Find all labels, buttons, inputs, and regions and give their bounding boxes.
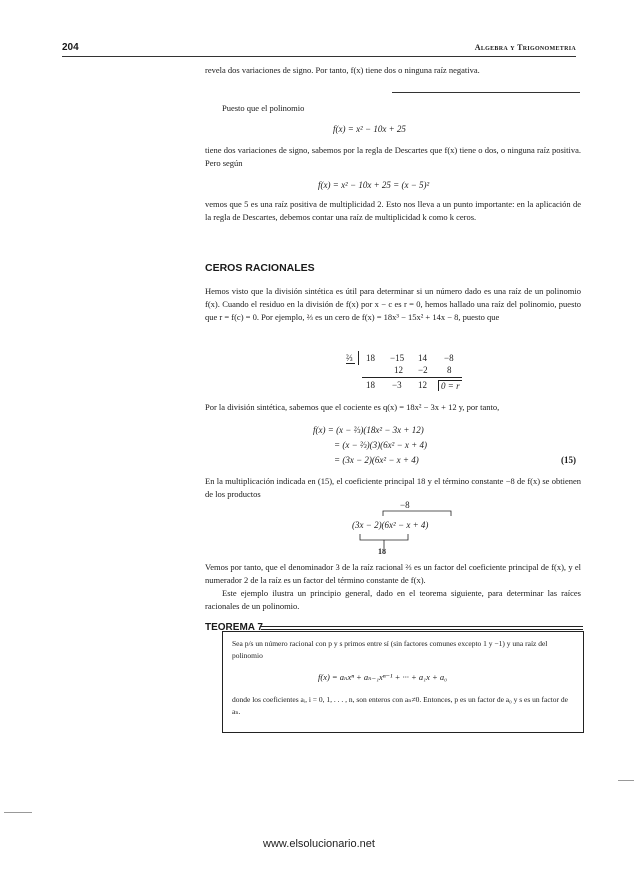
synthetic-divisor: ⅔ [346, 353, 353, 363]
running-title: Algebra y Trigonometria [474, 43, 576, 52]
paragraph-rule [392, 92, 580, 93]
synthetic-cell: 12 [418, 380, 427, 390]
equation-15-line2: = (x − ⅔)(3)(6x² − x + 4) [334, 440, 427, 450]
header-rule [62, 56, 576, 57]
synthetic-cell: 18 [366, 380, 375, 390]
scan-mark [4, 812, 32, 813]
synthetic-cell: 18 [366, 353, 375, 363]
diagram-top-value: −8 [400, 500, 410, 510]
theorem-equation: f(x) = aₙxⁿ + aₙ₋₁xⁿ⁻¹ + ··· + a₁x + a₀ [318, 672, 448, 682]
vemos2-paragraph: Vemos por tanto, que el denominador 3 de la raíz racional ⅔ es un factor del coeficiente principal de f(x), y el numerador 2 de la raíz es un factor del término constante de f(x). [205, 562, 581, 585]
pordiv-paragraph: Por la división sintética, sabemos que el cociente es q(x) = 18x² − 3x + 12 y, por tanto, [205, 402, 500, 412]
page-number: 204 [62, 42, 79, 53]
section-title: CEROS RACIONALES [205, 262, 315, 274]
synthetic-cell: 8 [447, 365, 452, 375]
diagram-product: (3x − 2)(6x² − x + 4) [352, 520, 429, 530]
theorem-paragraph-1: Sea p/s un número racional con p y s primos entre sí (sin factores comunes excepto 1 y −1) y una raíz del polinomio [232, 639, 548, 660]
synthetic-division [346, 353, 466, 395]
synthetic-cell: 14 [418, 353, 427, 363]
tiene-paragraph: tiene dos variaciones de signo, sabemos por la regla de Descartes que f(x) tiene o dos, o ninguna raíz positiva. Pero según [205, 145, 581, 168]
scan-mark [618, 780, 634, 781]
diagram-bottom-value: 18 [378, 547, 386, 556]
vemos-paragraph: vemos que 5 es una raíz positiva de multiplicidad 2. Esto nos lleva a un punto importante: en la aplicación de la regla de Descartes, debemos contar una raíz de multiplicidad k como k ceros. [205, 199, 581, 222]
theorem-rule [261, 626, 583, 630]
synthetic-cell: −8 [444, 353, 454, 363]
hemos-paragraph: Hemos visto que la división sintética es útil para determinar si un número dado es una raíz de un polinomio f(x). Cuando el residuo en la división de f(x) por x − c es r = 0, hemos hallado una raíz del polinomio, puesto que r = f(c) = 0. Por ejemplo, ⅔ es un cero de f(x) = 18x³ − 15x² + 14x − 8, puesto que [205, 286, 581, 322]
footer-url[interactable]: www.elsolucionario.net [263, 838, 375, 850]
puesto-paragraph: Puesto que el polinomio [222, 103, 305, 113]
equation-15-line3: = (3x − 2)(6x² − x + 4) [334, 455, 419, 465]
synthetic-cell: −15 [390, 353, 405, 363]
enla-paragraph: En la multiplicación indicada en (15), el coeficiente principal 18 y el término constante −8 de f(x) se obtienen de los productos [205, 476, 581, 499]
theorem-paragraph-2: donde los coeficientes aᵢ, i = 0, 1, . . . , n, son enteros con aₙ≠0. Entonces, p es un factor de a₀ y s es un factor de aₙ. [232, 695, 568, 716]
synthetic-cell: −2 [418, 365, 428, 375]
intro-paragraph: revela dos variaciones de signo. Por tanto, f(x) tiene dos o ninguna raíz negativa. [205, 65, 480, 75]
este-paragraph: Este ejemplo ilustra un principio general, dado en el teorema siguiente, para determinar las raíces racionales de un polinomio. [205, 588, 581, 611]
equation-fx: f(x) = x² − 10x + 25 [333, 124, 406, 134]
synthetic-cell: −3 [392, 380, 402, 390]
equation-number: (15) [561, 455, 576, 465]
equation-fx-factored: f(x) = x² − 10x + 25 = (x − 5)² [318, 180, 430, 190]
synthetic-remainder: 0 = r [438, 380, 462, 391]
synthetic-line [362, 377, 462, 378]
equation-15-line1: f(x) = (x − ⅔)(18x² − 3x + 12) [313, 425, 424, 435]
synthetic-cell: 12 [394, 365, 403, 375]
theorem-title: TEOREMA 7 [205, 622, 263, 633]
product-diagram [352, 492, 462, 556]
synthetic-bar [358, 351, 359, 365]
